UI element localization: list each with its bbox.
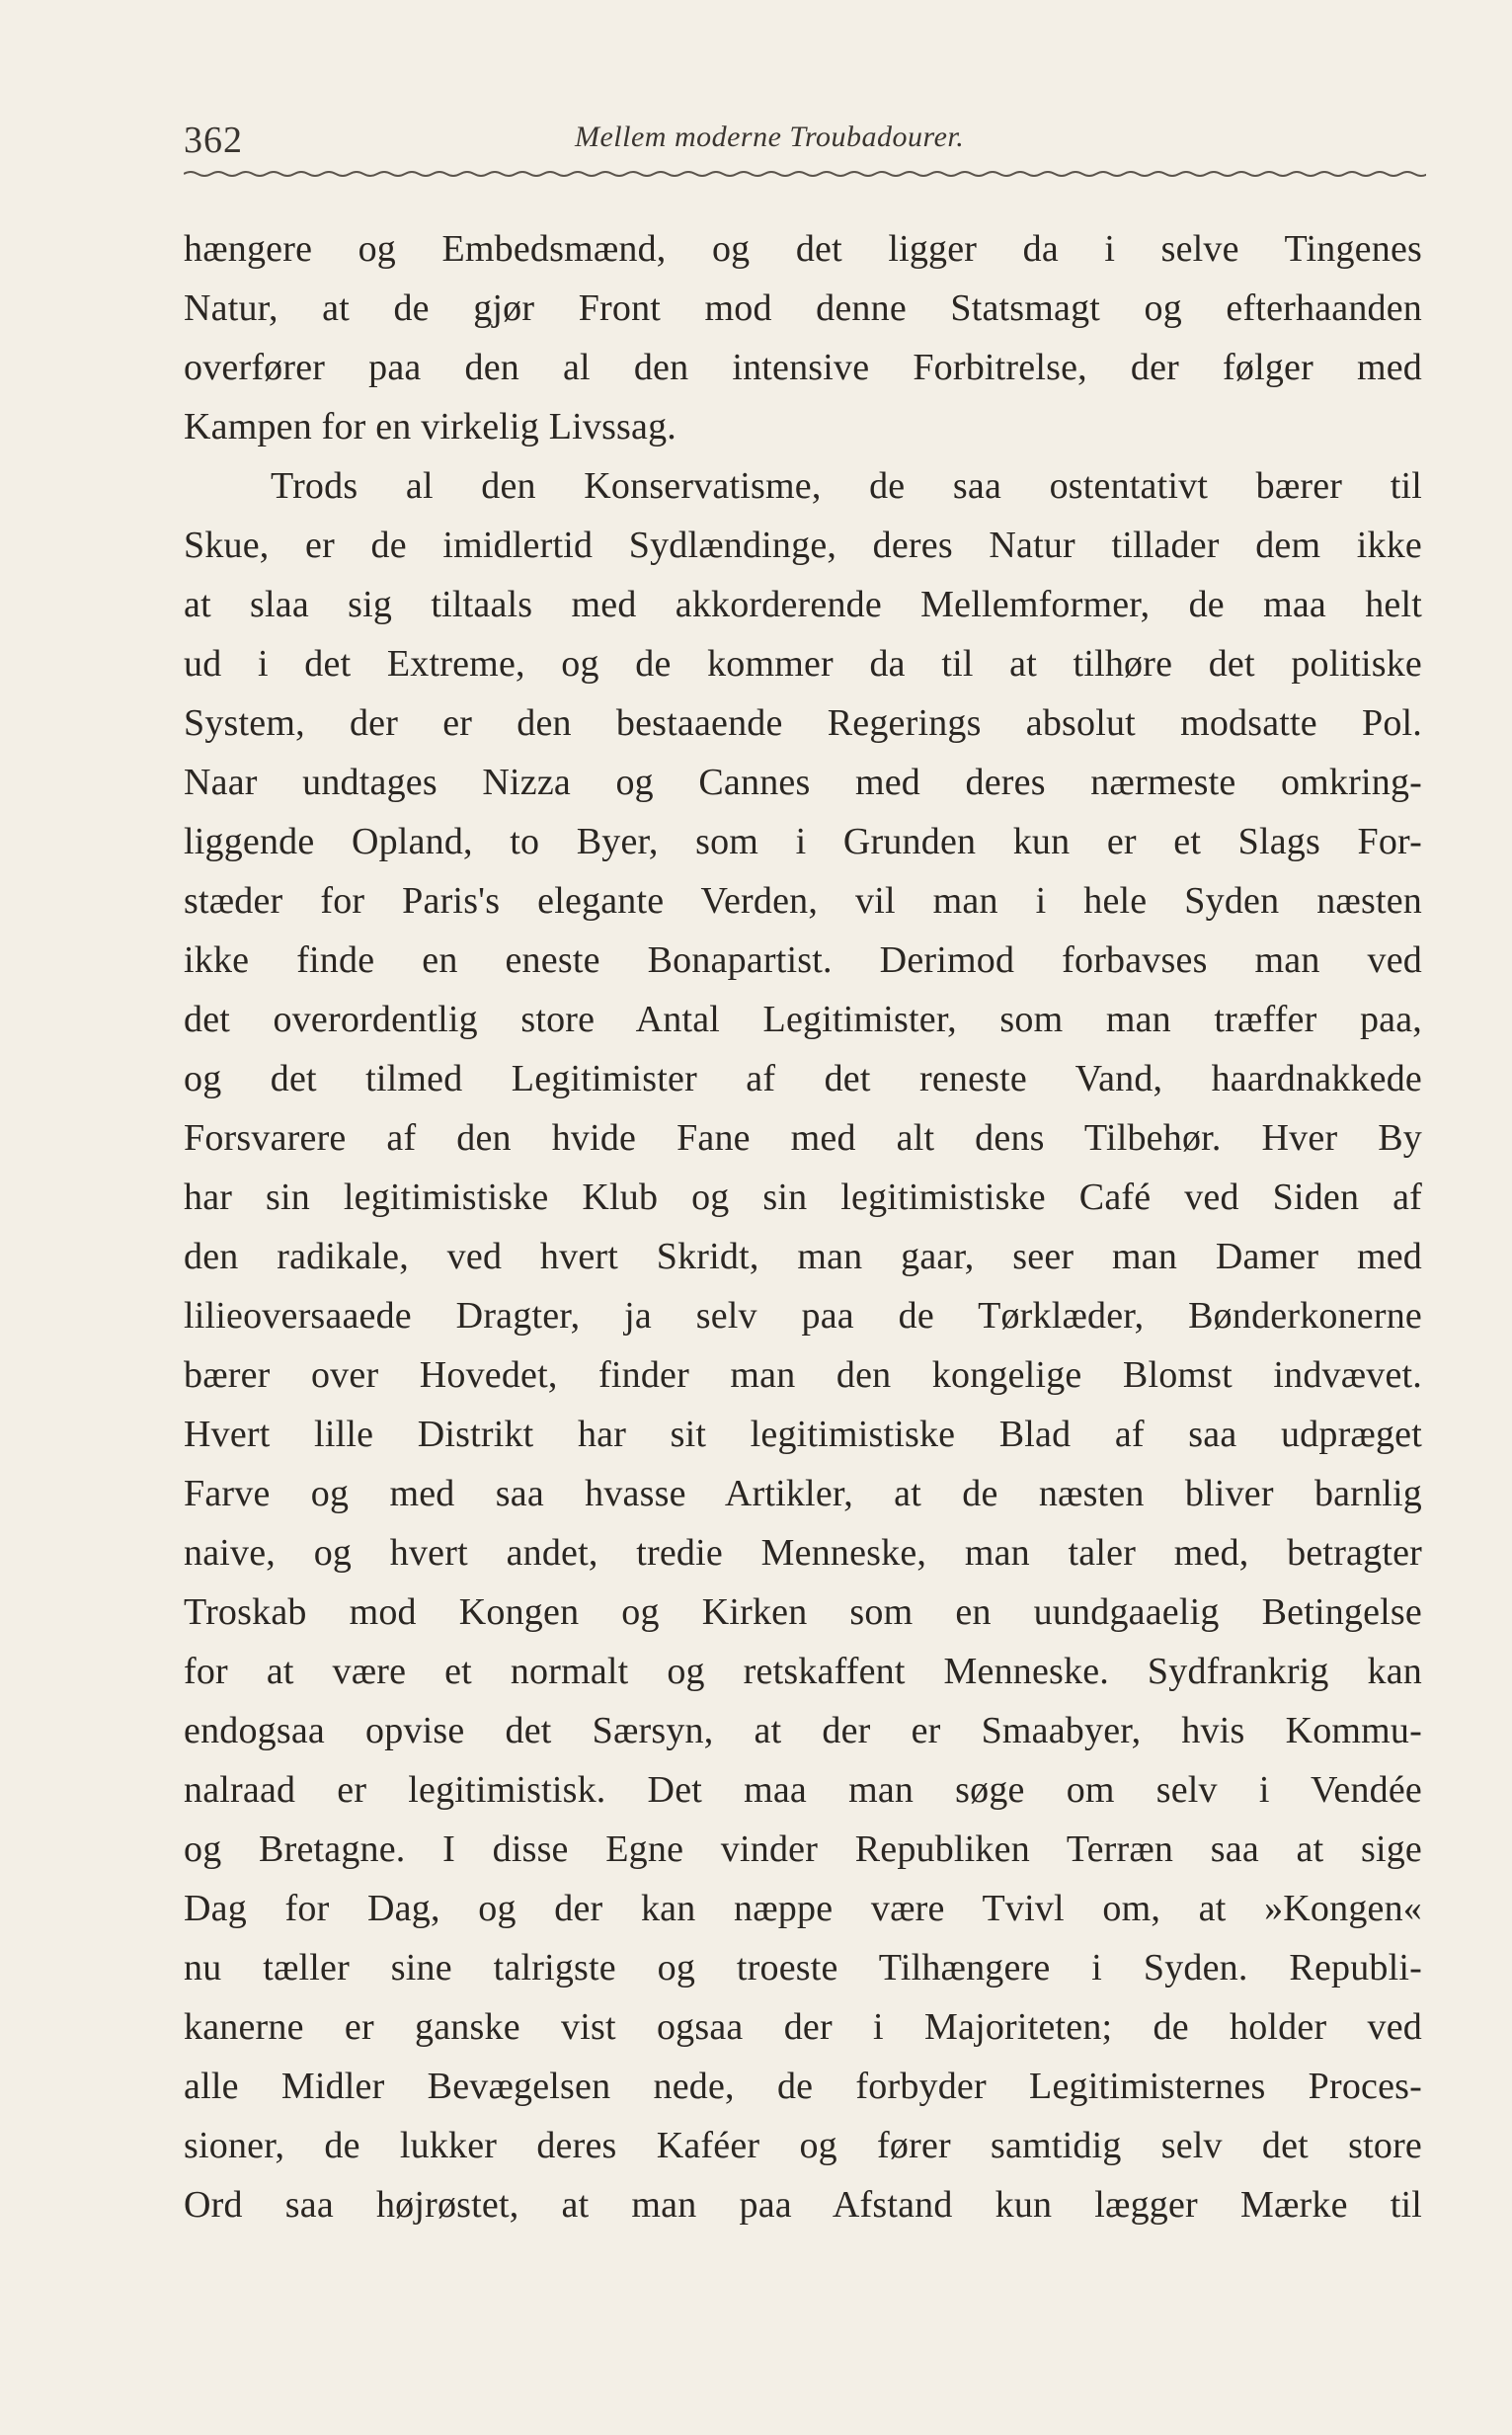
header-ornament-rule [184, 164, 1426, 184]
text-line: kanerne er ganske vist ogsaa der i Majoriteten; de holder ved [184, 2006, 1422, 2048]
text-line: nu tæller sine talrigste og troeste Tilhængere i Syden. Republi- [184, 1947, 1422, 1989]
text-line: Trods al den Konservatisme, de saa ostentativt bærer til [271, 465, 1422, 507]
text-line: naive, og hvert andet, tredie Menneske, man taler med, betragter [184, 1532, 1422, 1574]
text-line: for at være et normalt og retskaffent Menneske. Sydfrankrig kan [184, 1651, 1422, 1692]
text-line: Farve og med saa hvasse Artikler, at de næsten bliver barnlig [184, 1473, 1422, 1514]
text-line: Troskab mod Kongen og Kirken som en uundgaaelig Betingelse [184, 1591, 1422, 1633]
running-title: Mellem moderne Troubadourer. [575, 121, 965, 153]
page-number: 362 [184, 120, 243, 161]
text-line: liggende Opland, to Byer, som i Grunden kun er et Slags For- [184, 821, 1422, 862]
text-line: og det tilmed Legitimister af det reneste Vand, haardnakkede [184, 1058, 1422, 1099]
body-text [184, 219, 1422, 2234]
text-line: endogsaa opvise det Særsyn, at der er Smaabyer, hvis Kommu- [184, 1710, 1422, 1751]
text-line: Hvert lille Distrikt har sit legitimistiske Blad af saa udpræget [184, 1414, 1422, 1455]
text-line: hængere og Embedsmænd, og det ligger da i selve Tingenes [184, 228, 1422, 270]
text-line: ud i det Extreme, og de kommer da til at tilhøre det politiske [184, 643, 1422, 685]
text-line: Natur, at de gjør Front mod denne Statsmagt og efterhaanden [184, 287, 1422, 329]
text-line: lilieoversaaede Dragter, ja selv paa de Tørklæder, Bønderkonerne [184, 1295, 1422, 1337]
text-line: den radikale, ved hvert Skridt, man gaar, seer man Damer med [184, 1236, 1422, 1277]
text-line: bærer over Hovedet, finder man den kongelige Blomst indvævet. [184, 1354, 1422, 1396]
running-head [184, 111, 1426, 170]
text-line: at slaa sig tiltaals med akkorderende Mellemformer, de maa helt [184, 584, 1422, 625]
text-line: Kampen for en virkelig Livssag. [184, 406, 677, 447]
text-line: Dag for Dag, og der kan næppe være Tvivl om, at »Kongen« [184, 1888, 1422, 1929]
text-line: overfører paa den al den intensive Forbitrelse, der følger med [184, 347, 1422, 388]
text-line: det overordentlig store Antal Legitimister, som man træffer paa, [184, 999, 1422, 1040]
text-line: har sin legitimistiske Klub og sin legitimistiske Café ved Siden af [184, 1177, 1422, 1218]
text-line: sioner, de lukker deres Kaféer og fører samtidig selv det store [184, 2125, 1422, 2166]
text-line: stæder for Paris's elegante Verden, vil man i hele Syden næsten [184, 880, 1422, 922]
text-line: ikke finde en eneste Bonapartist. Derimod forbavses man ved [184, 939, 1422, 981]
text-line: Forsvarere af den hvide Fane med alt dens Tilbehør. Hver By [184, 1117, 1422, 1159]
text-line: Skue, er de imidlertid Sydlændinge, deres Natur tillader dem ikke [184, 525, 1422, 566]
text-line: System, der er den bestaaende Regerings absolut modsatte Pol. [184, 702, 1422, 744]
text-line: nalraad er legitimistisk. Det maa man søge om selv i Vendée [184, 1769, 1422, 1811]
text-line: alle Midler Bevægelsen nede, de forbyder Legitimisternes Proces- [184, 2066, 1422, 2107]
text-line: Naar undtages Nizza og Cannes med deres nærmeste omkring- [184, 762, 1422, 803]
text-line: og Bretagne. I disse Egne vinder Republiken Terræn saa at sige [184, 1828, 1422, 1870]
text-line: Ord saa højrøstet, at man paa Afstand kun lægger Mærke til [184, 2184, 1422, 2226]
